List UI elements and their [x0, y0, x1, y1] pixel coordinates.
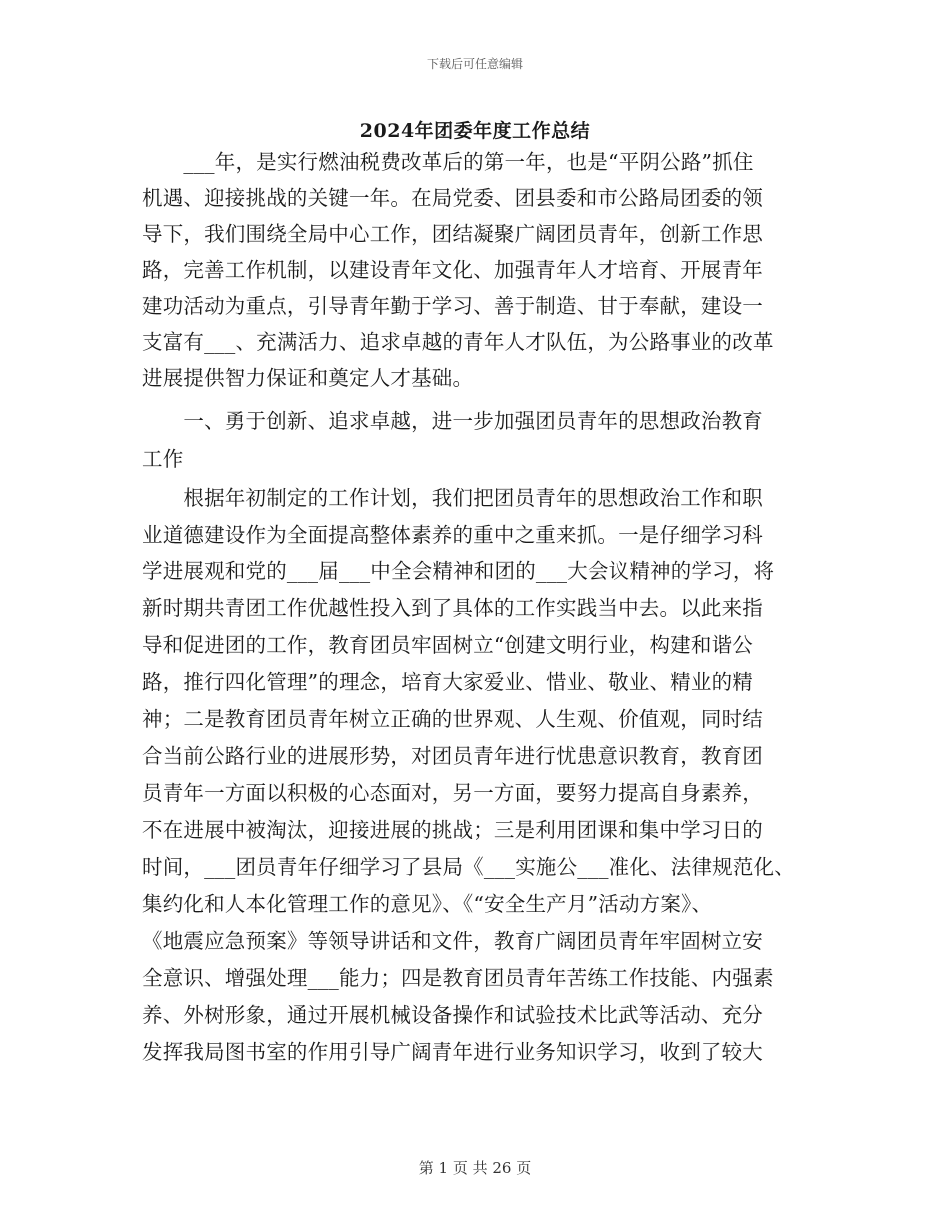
body-line: ___年，是实行燃油税费改革后的第一年，也是“平阴公路”抓住: [142, 150, 754, 174]
body-line: 建功活动为重点，引导青年勤于学习、善于制造、甘于奉献，建设一: [142, 294, 763, 318]
body-line: 神；二是教育团员青年树立正确的世界观、人生观、价值观，同时结: [142, 707, 763, 731]
page-number-footer: 第 1 页 共 26 页: [418, 1159, 532, 1177]
body-line: 路，推行四化管理”的理念，培育大家爱业、惜业、敬业、精业的精: [142, 670, 753, 694]
body-line: 学进展观和党的___届___中全会精神和团的___大会议精神的学习，将: [142, 559, 775, 583]
body-line: 时间，___团员青年仔细学习了县局《___实施公___准化、法律规范化、: [142, 855, 795, 879]
header-note: 下载后可任意编辑: [426, 57, 523, 71]
body-line: 导下，我们围绕全局中心工作，团结凝聚广阔团员青年，创新工作思: [142, 222, 763, 246]
section-heading-line: 工作: [142, 447, 184, 471]
document-title: 2024年团委年度工作总结: [359, 120, 591, 142]
body-line: 集约化和人本化管理工作的意见》、《“安全生产月”活动方案》、: [142, 892, 713, 916]
body-line: 全意识、增强处理___能力；四是教育团员青年苦练工作技能、内强素: [142, 966, 774, 990]
body-line: 进展提供智力保证和奠定人才基础。: [142, 366, 474, 390]
body-line: 路，完善工作机制，以建设青年文化、加强青年人才培育、开展青年: [142, 258, 763, 282]
body-line: 导和促进团的工作，教育团员牢固树立“创建文明行业，构建和谐公: [142, 633, 753, 657]
section-heading-line: 一、勇于创新、追求卓越，进一步加强团员青年的思想政治教育: [142, 409, 763, 433]
body-line: 发挥我局图书室的作用引导广阔青年进行业务知识学习，收到了较大: [142, 1040, 763, 1064]
body-line: 合当前公路行业的进展形势，对团员青年进行忧患意识教育，教育团: [142, 744, 763, 768]
body-line: 业道德建设作为全面提高整体素养的重中之重来抓。一是仔细学习科: [142, 523, 763, 547]
body-line: 养、外树形象，通过开展机械设备操作和试验技术比武等活动、充分: [142, 1003, 763, 1027]
body-line: 《地震应急预案》等领导讲话和文件，教育广阔团员青年牢固树立安: [142, 929, 763, 953]
body-line: 不在进展中被淘汰，迎接进展的挑战；三是利用团课和集中学习日的: [142, 818, 763, 842]
body-line: 员青年一方面以积极的心态面对，另一方面，要努力提高自身素养，: [142, 781, 763, 805]
body-line: 支富有___、充满活力、追求卓越的青年人才队伍，为公路事业的改革: [142, 330, 774, 354]
body-line: 根据年初制定的工作计划，我们把团员青年的思想政治工作和职: [142, 486, 763, 510]
body-line: 机遇、迎接挑战的关键一年。在局党委、团县委和市公路局团委的领: [142, 186, 763, 210]
body-line: 新时期共青团工作优越性投入到了具体的工作实践当中去。以此来指: [142, 596, 763, 620]
